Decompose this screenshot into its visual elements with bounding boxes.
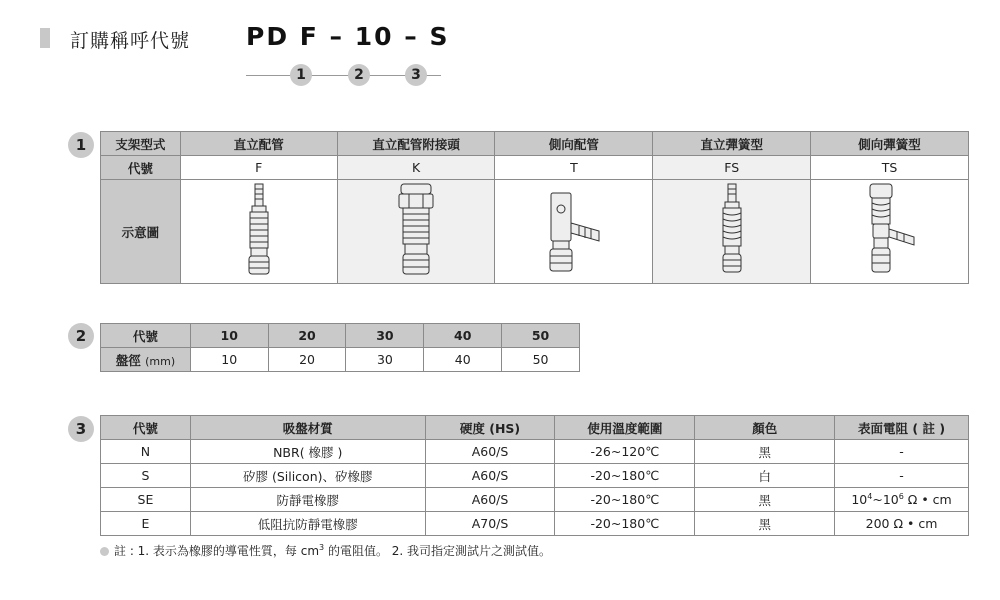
material-name: 低阻抗防靜電橡膠: [190, 512, 425, 536]
row-label-diameter: [101, 348, 191, 372]
resist-exp: 4: [867, 491, 873, 501]
table-row: [101, 440, 969, 464]
vertical-pipe-fitting-icon: [239, 181, 279, 279]
bracket-type-table: [100, 131, 969, 284]
col-header-code: 代號: [101, 416, 191, 440]
material-code: E: [101, 512, 191, 536]
material-temp: -20~180℃: [555, 464, 695, 488]
code-fs: FS: [653, 156, 811, 180]
col-type-fs: 直立彈簧型: [653, 132, 811, 156]
row-label-code: 代號: [101, 324, 191, 348]
material-code: S: [101, 464, 191, 488]
diagram-t: [495, 180, 653, 284]
size-code-10: 10: [190, 324, 268, 348]
material-resistance: [835, 488, 969, 512]
col-type-f: 直立配管: [180, 132, 337, 156]
table-row: [101, 348, 580, 372]
note-text-b: 的電阻值。 2. 我司指定測試片之測試值。: [324, 544, 552, 558]
code-marker-2: 2: [348, 64, 370, 86]
material-name: NBR( 橡膠 ): [190, 440, 425, 464]
material-hardness: A60/S: [425, 440, 555, 464]
diagram-k: [337, 180, 495, 284]
col-type-k: 直立配管附接頭: [337, 132, 495, 156]
col-header-material: 吸盤材質: [190, 416, 425, 440]
diameter-40: 40: [424, 348, 502, 372]
material-table: [100, 415, 969, 536]
page-title: 訂購稱呼代號: [70, 30, 191, 52]
resist-base: 10: [851, 492, 868, 508]
table-row: [101, 512, 969, 536]
material-code: N: [101, 440, 191, 464]
material-color: 黑: [695, 488, 835, 512]
footnote: [100, 542, 551, 559]
resist-exp: 6: [898, 491, 904, 501]
material-hardness: A60/S: [425, 488, 555, 512]
table-row: [101, 488, 969, 512]
code-marker-1: 1: [290, 64, 312, 86]
col-type-t: 側向配管: [495, 132, 653, 156]
row-label-diagram: 示意圖: [101, 180, 181, 284]
table-row: [101, 416, 969, 440]
section-1-number: 1: [68, 132, 94, 158]
side-pipe-fitting-icon: [539, 181, 609, 279]
code-f: F: [180, 156, 337, 180]
size-code-30: 30: [346, 324, 424, 348]
code-marker-3: 3: [405, 64, 427, 86]
size-code-20: 20: [268, 324, 346, 348]
note-text-a: 註 : 1. 表示為橡膠的導電性質，每 cm: [114, 544, 320, 558]
code-t: T: [495, 156, 653, 180]
material-resistance: -: [835, 464, 969, 488]
col-header-resistance: 表面電阻 ( 註 ): [835, 416, 969, 440]
material-temp: -20~180℃: [555, 488, 695, 512]
col-header-hardness: 硬度 (HS): [425, 416, 555, 440]
material-name: 矽膠 (Silicon)、矽橡膠: [190, 464, 425, 488]
material-color: 白: [695, 464, 835, 488]
diameter-20: 20: [268, 348, 346, 372]
col-header-color: 顏色: [695, 416, 835, 440]
header-accent-bar: [40, 28, 50, 48]
material-hardness: A70/S: [425, 512, 555, 536]
diameter-10: 10: [190, 348, 268, 372]
material-code: SE: [101, 488, 191, 512]
table-row: [101, 324, 580, 348]
section-2-number: 2: [68, 323, 94, 349]
material-name: 防靜電橡膠: [190, 488, 425, 512]
vertical-pipe-with-joint-icon: [391, 181, 441, 279]
code-k: K: [337, 156, 495, 180]
resist-mid: ~10: [872, 492, 899, 508]
material-hardness: A60/S: [425, 464, 555, 488]
diagram-f: [180, 180, 337, 284]
material-temp: -26~120℃: [555, 440, 695, 464]
diameter-unit: (mm): [145, 354, 176, 368]
bullet-icon: [100, 547, 109, 556]
table-row: [101, 132, 969, 156]
order-code: PD F – 10 – S: [246, 22, 450, 51]
material-temp: -20~180℃: [555, 512, 695, 536]
table-row: [101, 156, 969, 180]
vertical-spring-fitting-icon: [712, 181, 752, 279]
col-header-temp: 使用溫度範圍: [555, 416, 695, 440]
diameter-30: 30: [346, 348, 424, 372]
size-code-40: 40: [424, 324, 502, 348]
resist-unit: Ω • cm: [903, 492, 952, 508]
material-color: 黑: [695, 512, 835, 536]
diameter-table: [100, 323, 580, 372]
code-ts: TS: [811, 156, 969, 180]
row-label-code: 代號: [101, 156, 181, 180]
material-resistance: 200 Ω • cm: [835, 512, 969, 536]
material-resistance: -: [835, 440, 969, 464]
section-3-number: 3: [68, 416, 94, 442]
col-type-ts: 側向彈簧型: [811, 132, 969, 156]
size-code-50: 50: [502, 324, 580, 348]
side-spring-fitting-icon: [860, 181, 920, 279]
row-label-type: 支架型式: [101, 132, 181, 156]
table-row: [101, 180, 969, 284]
note-sup: 3: [319, 543, 325, 552]
diameter-50: 50: [502, 348, 580, 372]
diagram-fs: [653, 180, 811, 284]
table-row: [101, 464, 969, 488]
material-color: 黑: [695, 440, 835, 464]
diameter-label: 盤徑: [115, 352, 141, 368]
diagram-ts: [811, 180, 969, 284]
